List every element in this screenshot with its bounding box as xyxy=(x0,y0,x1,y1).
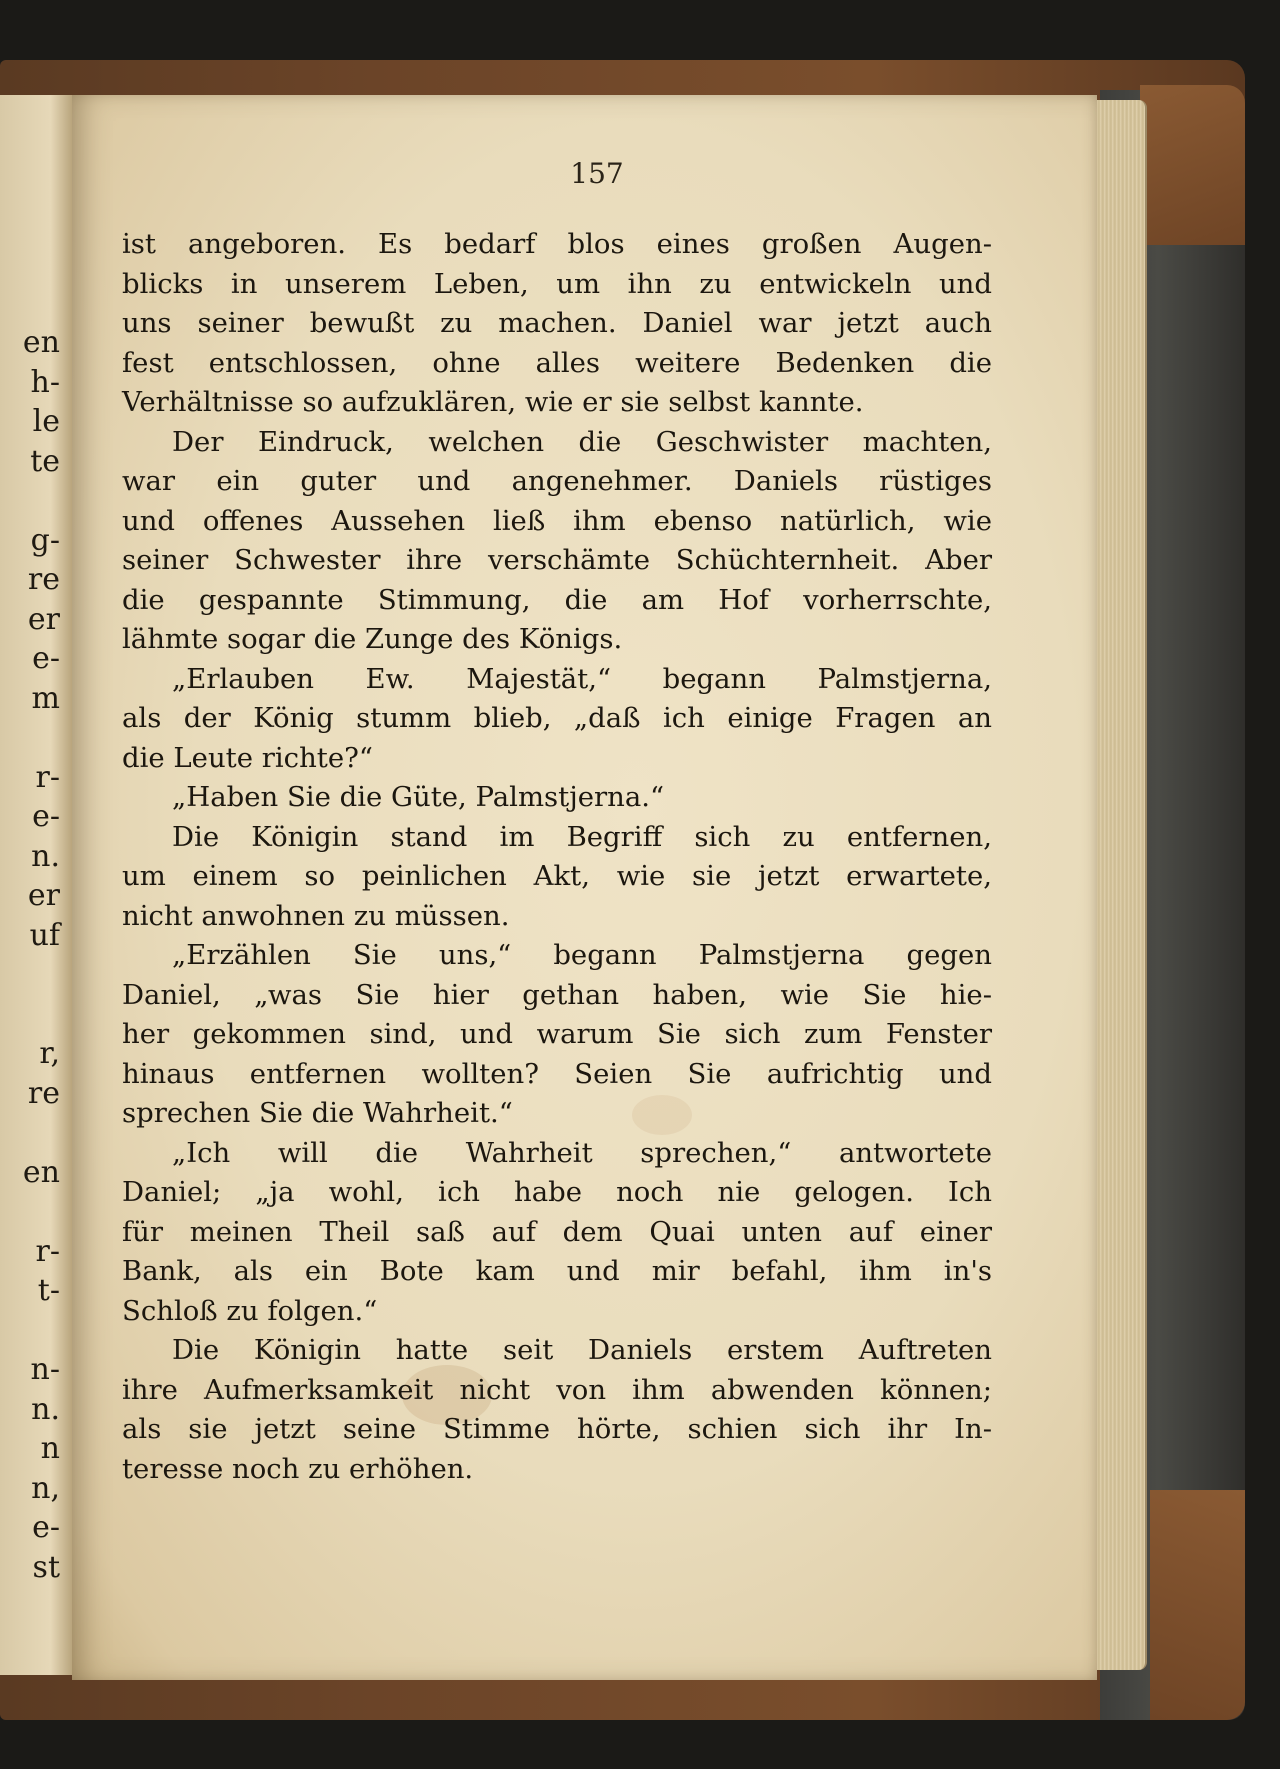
previous-page-fragment: n, xyxy=(31,1470,60,1506)
previous-page-fragment: m xyxy=(31,680,60,716)
text-line: her gekommen sind, und warum Sie sich zum Fenster xyxy=(122,1018,992,1050)
previous-page-fragment xyxy=(0,1192,60,1232)
previous-page-fragment: te xyxy=(30,443,60,479)
text-line: Die Königin stand im Begriff sich zu entfernen, xyxy=(172,820,992,853)
text-line: war ein guter und angenehmer. Daniels rüstiges xyxy=(122,465,992,497)
previous-page-fragment: n. xyxy=(31,838,60,874)
text-line: die gespannte Stimmung, die am Hof vorherrschte, xyxy=(122,583,992,616)
cover-corner-top xyxy=(1140,85,1245,245)
text-line: Der Eindruck, welchen die Geschwister machten, xyxy=(172,425,992,458)
text-line: „Erlauben Ew. Majestät,“ begann Palmstjerna, xyxy=(172,662,992,695)
text-line: um einem so peinlichen Akt, wie sie jetzt erwartete, xyxy=(122,860,992,892)
text-line: und offenes Aussehen ließ ihm ebenso natürlich, wie xyxy=(122,504,992,537)
text-line: die Leute richte?“ xyxy=(122,741,373,774)
text-line: „Haben Sie die Güte, Palmstjerna.“ xyxy=(172,781,665,813)
previous-page-fragment: r- xyxy=(35,759,60,795)
previous-page-fragment: e- xyxy=(32,641,60,676)
previous-page-fragment xyxy=(0,1113,60,1153)
text-line: Daniel; „ja wohl, ich habe noch nie gelogen. Ich xyxy=(122,1176,992,1208)
text-line: „Ich will die Wahrheit sprechen,“ antwortete xyxy=(172,1136,992,1169)
previous-page-fragment: r- xyxy=(35,1233,60,1269)
previous-page-fragment xyxy=(0,995,60,1035)
text-line: seiner Schwester ihre verschämte Schüchternheit. Aber xyxy=(122,544,992,576)
text-line: hinaus entfernen wollten? Seien Sie aufrichtig und xyxy=(122,1057,992,1090)
book-page xyxy=(72,95,1097,1680)
text-line: fest entschlossen, ohne alles weitere Bedenken die xyxy=(122,346,992,379)
text-line: Die Königin hatte seit Daniels erstem Auftreten xyxy=(172,1334,992,1366)
previous-page-fragment: r, xyxy=(39,1036,60,1071)
previous-page-fragment xyxy=(0,955,60,995)
previous-page-fragment: n xyxy=(40,1431,60,1466)
text-line: Verhältnisse so aufzuklären, wie er sie selbst kannte. xyxy=(122,386,864,418)
previous-page-fragment: g- xyxy=(30,522,60,558)
previous-page-fragment: h- xyxy=(30,364,60,400)
previous-page-fragment: e- xyxy=(32,1510,60,1545)
previous-page-fragment xyxy=(0,1311,60,1351)
text-line: als sie jetzt seine Stimme hörte, schien sich ihr In- xyxy=(122,1413,992,1445)
text-line: teresse noch zu erhöhen. xyxy=(122,1452,474,1485)
cover-corner-bottom xyxy=(1150,1490,1245,1720)
text-line: Bank, als ein Bote kam und mir befahl, ihm in's xyxy=(122,1255,992,1287)
previous-page-fragment: n- xyxy=(30,1352,60,1387)
text-line: ist angeboren. Es bedarf blos eines großen Augen- xyxy=(122,228,992,260)
previous-page-fragment: e- xyxy=(32,799,60,834)
text-line: Schloß zu folgen.“ xyxy=(122,1294,378,1327)
previous-page-sliver xyxy=(0,95,72,1675)
text-line: Daniel, „was Sie hier gethan haben, wie Sie hie- xyxy=(122,978,992,1011)
page-text xyxy=(122,225,992,1489)
previous-page-fragment: le xyxy=(32,404,60,439)
previous-page-fragment: st xyxy=(32,1549,60,1585)
previous-page-fragment: er xyxy=(27,878,60,913)
previous-page-fragment: en xyxy=(22,325,60,360)
previous-page-fragment xyxy=(0,718,60,758)
previous-page-fragment: re xyxy=(27,562,60,597)
text-line: „Erzählen Sie uns,“ begann Palmstjerna gegen xyxy=(172,939,992,971)
text-line: lähmte sogar die Zunge des Königs. xyxy=(122,623,623,655)
text-line: uns seiner bewußt zu machen. Daniel war jetzt auch xyxy=(122,307,992,339)
previous-page-fragment: uf xyxy=(29,917,60,953)
previous-page-text xyxy=(0,323,60,1587)
text-line: ihre Aufmerksamkeit nicht von ihm abwenden können; xyxy=(122,1373,992,1406)
text-line: für meinen Theil saß auf dem Quai unten auf einer xyxy=(122,1215,992,1248)
previous-page-fragment: re xyxy=(27,1075,60,1111)
text-line: als der König stumm blieb, „daß ich einige Fragen an xyxy=(122,702,992,734)
text-line: nicht anwohnen zu müssen. xyxy=(122,899,510,932)
previous-page-fragment xyxy=(0,481,60,521)
previous-page-fragment: n. xyxy=(31,1391,60,1427)
previous-page-fragment: er xyxy=(27,601,60,637)
previous-page-fragment: t- xyxy=(37,1273,60,1308)
page-number: 157 xyxy=(570,157,624,190)
previous-page-fragment: en xyxy=(22,1154,60,1190)
text-line: sprechen Sie die Wahrheit.“ xyxy=(122,1097,513,1129)
text-line: blicks in unserem Leben, um ihn zu entwickeln und xyxy=(122,267,992,300)
